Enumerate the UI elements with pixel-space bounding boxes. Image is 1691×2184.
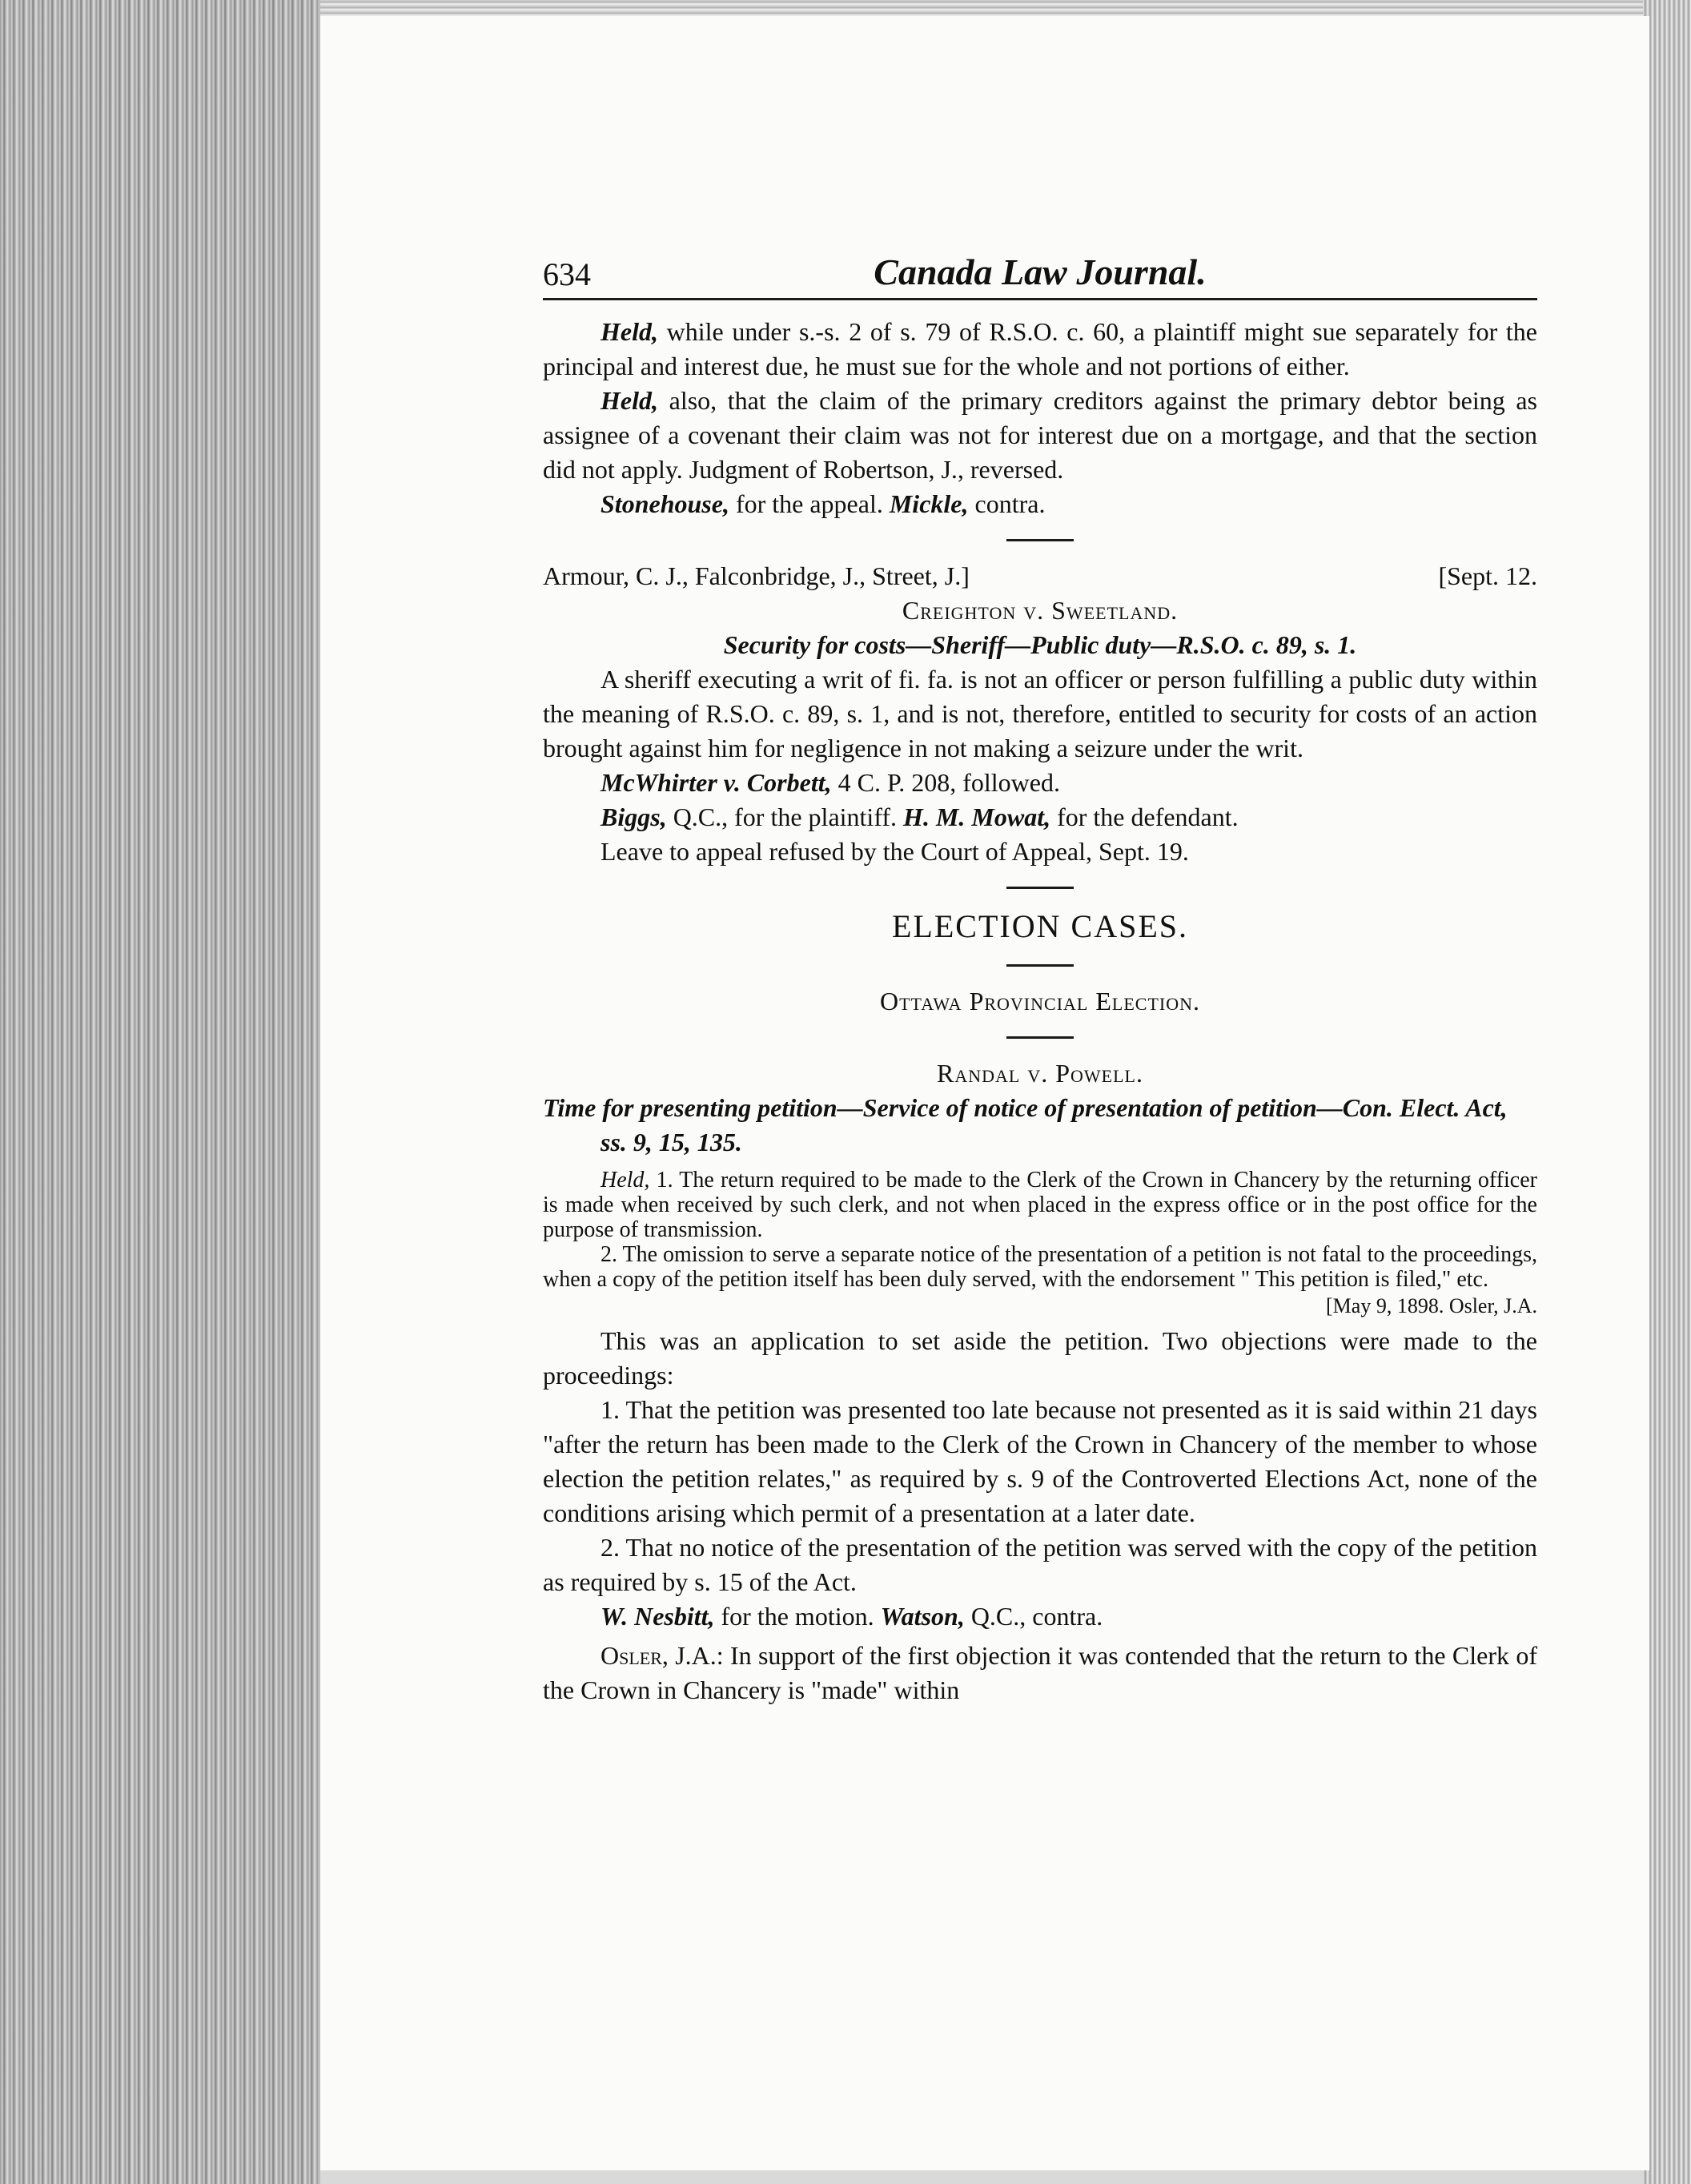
election-held-1 [543, 1168, 1537, 1242]
counsel-name: Mickle, [889, 489, 969, 518]
counsel-name: H. M. Mowat, [903, 802, 1051, 831]
coram-date: [Sept. 12. [1438, 561, 1537, 590]
counsel-role: for the appeal. [729, 489, 890, 518]
held-label: Held, [600, 317, 658, 346]
election-counsel [543, 1599, 1537, 1634]
election-intro: This was an application to set aside the petition. Two objections were made to the proceedings: [543, 1326, 1537, 1390]
case2-subject: Security for costs—Sheriff—Public duty—R.S.O. c. 89, s. 1. [723, 630, 1357, 659]
election-held-2: 2. The omission to serve a separate notice of the presentation of a petition is not fatal to the proceedings, when a copy of the petition itself has been duly served, with the endorsement " This petition is filed," etc. [543, 1242, 1537, 1292]
counsel-name: Watson, [880, 1602, 965, 1631]
election-objection-2: 2. That no notice of the presentation of the petition was served with the copy of the petition as required by s. 15 of the Act. [543, 1533, 1537, 1596]
scan-right-edge [1643, 0, 1691, 2184]
judgment-judge: Osler, J.A.: [600, 1641, 724, 1670]
election-judgment [543, 1639, 1537, 1707]
case2-body: A sheriff executing a writ of fi. fa. is not an officer or person fulfilling a public duty within the meaning of R.S.O. c. 89, s. 1, and is not, therefore, entitled to security for costs of an action brought against him for negligence in not making a seizure under the writ. [543, 665, 1537, 762]
counsel-name: Stonehouse, [600, 489, 729, 518]
citation-text: 4 C. P. 208, followed. [831, 768, 1060, 797]
running-header [543, 248, 1537, 300]
case1-held-also-text: also, that the claim of the primary creditors against the primary debtor being as assignee of a covenant their claim was not for interest due on a mortgage, and that the section did not apply. Judgment of Robertson, J., reversed. [543, 386, 1537, 484]
case2-coram-line [543, 559, 1537, 593]
held-1-text: 1. The return required to be made to the Clerk of the Crown in Chancery by the returning officer is made when received by such clerk, and not when placed in the express office or in the post office for the purpose of transmission. [543, 1168, 1537, 1242]
judgment-text: In support of the first objection it was contended that the return to the Clerk of the Crown in Chancery is "made" within [543, 1641, 1537, 1704]
counsel-name: W. Nesbitt, [600, 1602, 715, 1631]
journal-page [320, 16, 1649, 2170]
page-number: 634 [543, 256, 591, 292]
counsel-role: contra. [968, 489, 1046, 518]
case2-citation [543, 766, 1537, 800]
held-label: Held, [600, 1168, 650, 1193]
section-divider [1006, 539, 1074, 541]
case1-held-text: while under s.-s. 2 of s. 79 of R.S.O. c. 60, a plaintiff might sue separately for the principal and interest due, he must sue for the whole and not portions of either. [543, 317, 1537, 380]
case2-counsel [543, 800, 1537, 835]
scan-binding-edge [0, 0, 320, 2184]
case1-held-paragraph [543, 315, 1537, 384]
counsel-role: Q.C., for the plaintiff. [666, 802, 904, 831]
counsel-role: for the motion. [714, 1602, 881, 1631]
section-divider [1006, 887, 1074, 889]
held-label: Held, [600, 386, 658, 415]
election-case-title: Randal v. Powell. [937, 1059, 1143, 1088]
section-divider [1006, 1036, 1074, 1039]
case2-title: Creighton v. Sweetland. [902, 596, 1179, 625]
election-dateline: [May 9, 1898. Osler, J.A. [1326, 1294, 1537, 1317]
counsel-name: Biggs, [600, 802, 667, 831]
counsel-role: for the defendant. [1050, 802, 1239, 831]
election-subject: Time for presenting petition—Service of notice of presentation of petition—Con. Elect. Act, ss. 9, 15, 135. [543, 1093, 1508, 1156]
coram-judges: Armour, C. J., Falconbridge, J., Street, J.] [543, 561, 970, 590]
citation-name: McWhirter v. Corbett, [600, 768, 832, 797]
counsel-role: Q.C., contra. [964, 1602, 1103, 1631]
election-cases-heading: ELECTION CASES. [892, 908, 1188, 944]
page-content [543, 248, 1537, 1707]
election-subheading: Ottawa Provincial Election. [880, 987, 1200, 1016]
journal-title: Canada Law Journal. [874, 251, 1207, 292]
election-objection-1: 1. That the petition was presented too late because not presented as it is said within 21 days "after the return has been made to the Clerk of the Crown in Chancery of the member to whose election the petition relates," as required by s. 9 of the Controverted Elections Act, none of the conditions arising which permit of a presentation at a later date. [543, 1395, 1537, 1527]
case1-counsel [543, 487, 1537, 521]
case1-held-also-paragraph [543, 384, 1537, 487]
case2-leave: Leave to appeal refused by the Court of Appeal, Sept. 19. [600, 837, 1189, 866]
section-divider [1006, 964, 1074, 967]
